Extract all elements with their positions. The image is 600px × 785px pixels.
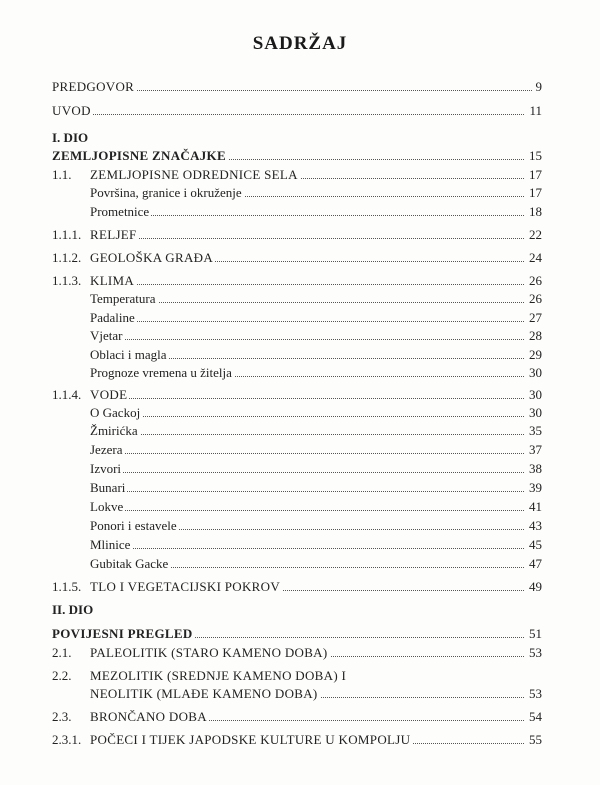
toc-entry-title: UVOD: [52, 103, 91, 118]
dot-leader: [110, 339, 542, 340]
toc-entry-page-number: 26: [525, 290, 542, 307]
toc-entry-page-number: 15: [525, 147, 542, 164]
toc-entry-title: Temperatura: [90, 291, 156, 306]
toc-entry-number: 2.1.: [52, 645, 72, 660]
toc-entry[interactable]: [52, 479, 542, 496]
toc-entry-number: 1.1.: [52, 167, 72, 182]
toc-entry-page-number: 41: [525, 498, 542, 515]
toc-entry[interactable]: [52, 147, 542, 164]
toc-entry-page-number: 45: [525, 536, 542, 553]
toc-entry[interactable]: [52, 203, 542, 220]
toc-entry-page-number: 30: [525, 386, 542, 403]
dot-leader: [110, 238, 542, 239]
toc-entry[interactable]: [52, 422, 542, 439]
dot-leader: [110, 548, 542, 549]
part-heading: I. DIO: [52, 130, 89, 145]
toc-entry-title: BRONČANO DOBA: [90, 709, 207, 724]
toc-entry-title: Mlinice: [90, 537, 131, 552]
toc-entry-number: 2.3.: [52, 709, 72, 724]
dot-leader: [110, 284, 542, 285]
toc-entry-title: Jezera: [90, 442, 123, 457]
toc-entry[interactable]: [52, 685, 542, 702]
toc-entry[interactable]: [52, 309, 542, 326]
toc-entry-title: ZEMLJOPISNE ODREDNICE SELA: [90, 167, 298, 182]
toc-entry-page-number: 30: [525, 404, 542, 421]
toc-entry[interactable]: [52, 364, 542, 381]
toc-entry-title: VODE: [90, 387, 128, 402]
dot-leader: [72, 114, 542, 115]
toc-entry-title: Izvori: [90, 461, 122, 476]
toc-entry-title: Površina, granice i okruženje: [90, 185, 242, 200]
toc-entry-number: 1.1.2.: [52, 250, 82, 265]
toc-entry-title: POČECI I TIJEK JAPODSKE KULTURE U KOMPOLJU: [90, 732, 411, 747]
toc-entry-number: 1.1.5.: [52, 579, 82, 594]
toc-entry-title: Prometnice: [90, 204, 150, 219]
toc-entry-page-number: 55: [525, 731, 542, 748]
toc-entry-page-number: 11: [525, 102, 542, 119]
toc-entry[interactable]: [52, 441, 542, 458]
toc-entry-title: Vjetar: [90, 328, 123, 343]
dot-leader: [110, 453, 542, 454]
toc-entry[interactable]: [52, 498, 542, 515]
toc-entry-page-number: 35: [525, 422, 542, 439]
toc-entry-page-number: 9: [532, 78, 543, 95]
toc-entry[interactable]: [52, 578, 542, 595]
toc-entry-page-number: 49: [525, 578, 542, 595]
toc-entry[interactable]: [52, 249, 542, 266]
toc-entry-page-number: 17: [525, 166, 542, 183]
toc-entry-page-number: 53: [525, 685, 542, 702]
toc-entry-title: Lokve: [90, 499, 124, 514]
toc-entry-title: Gubitak Gacke: [90, 556, 169, 571]
toc-entry[interactable]: [52, 386, 542, 403]
dot-leader: [110, 215, 542, 216]
dot-leader: [110, 567, 542, 568]
dot-leader: [110, 302, 542, 303]
toc-entry-number: 2.2.: [52, 668, 72, 683]
dot-leader: [110, 321, 542, 322]
toc-entry[interactable]: [52, 708, 542, 725]
toc-entry-title: ZEMLJOPISNE ZNAČAJKE: [52, 148, 226, 163]
toc-entry-page-number: 28: [525, 327, 542, 344]
toc-entry[interactable]: [52, 536, 542, 553]
toc-entry[interactable]: [52, 184, 542, 201]
toc-entry-title: O Gackoj: [90, 405, 141, 420]
toc-entry-title: PREDGOVOR: [52, 79, 135, 94]
toc-entry-page-number: 29: [525, 346, 542, 363]
toc-entry-number: 1.1.1.: [52, 227, 82, 242]
toc-entry-title: MEZOLITIK (SREDNJE KAMENO DOBA) I: [90, 668, 347, 683]
toc-entry-title: TLO I VEGETACIJSKI POKROV: [90, 579, 281, 594]
toc-entry-title: Žmirićka: [90, 423, 138, 438]
toc-entry[interactable]: [52, 327, 542, 344]
toc-entry-title: RELJEF: [90, 227, 137, 242]
toc-entry-page-number: 22: [525, 226, 542, 243]
toc-entry-page-number: 43: [525, 517, 542, 534]
toc-entry-page-number: 24: [525, 249, 542, 266]
toc-entry-page-number: 37: [525, 441, 542, 458]
toc-entry-page-number: 17: [525, 184, 542, 201]
toc-entry[interactable]: [52, 102, 542, 119]
toc-entry-page-number: 18: [525, 203, 542, 220]
toc-entry-page-number: 51: [525, 625, 542, 642]
toc-entry-title: Padaline: [90, 310, 135, 325]
toc-entry[interactable]: [52, 272, 542, 289]
part-heading: II. DIO: [52, 602, 94, 617]
toc-entry[interactable]: [52, 731, 542, 748]
dot-leader: [110, 398, 542, 399]
toc-entry-title: Oblaci i magla: [90, 347, 167, 362]
toc-entry-number: 1.1.3.: [52, 273, 82, 288]
toc-entry-page-number: 30: [525, 364, 542, 381]
toc-entry[interactable]: [52, 404, 542, 421]
toc-entry[interactable]: [52, 625, 542, 642]
toc-entry-page-number: 54: [525, 708, 542, 725]
dot-leader: [110, 416, 542, 417]
toc-entry-number: 2.3.1.: [52, 732, 82, 747]
toc-entry-page-number: 47: [525, 555, 542, 572]
toc-entry-title: Bunari: [90, 480, 126, 495]
toc-entry-title: NEOLITIK (MLAĐE KAMENO DOBA): [90, 686, 318, 701]
toc-entry[interactable]: [52, 166, 542, 183]
toc-entry-title: KLIMA: [90, 273, 135, 288]
dot-leader: [72, 90, 542, 91]
dot-leader: [110, 491, 542, 492]
toc-entry-page-number: 27: [525, 309, 542, 326]
toc-entry[interactable]: [52, 290, 542, 307]
toc-entry-title: PALEOLITIK (STARO KAMENO DOBA): [90, 645, 328, 660]
dot-leader: [110, 472, 542, 473]
toc-entry[interactable]: [52, 346, 542, 363]
toc-entry[interactable]: [52, 517, 542, 534]
page-title: SADRŽAJ: [252, 33, 348, 54]
toc-entry[interactable]: [52, 644, 542, 661]
toc-entry[interactable]: [52, 555, 542, 572]
toc-entry-page-number: 26: [525, 272, 542, 289]
toc-entry-page-number: 39: [525, 479, 542, 496]
toc-entry[interactable]: [52, 78, 542, 95]
dot-leader: [110, 434, 542, 435]
toc-entry-number: 1.1.4.: [52, 387, 82, 402]
dot-leader: [110, 510, 542, 511]
toc-entry-page-number: 53: [525, 644, 542, 661]
toc-entry[interactable]: [52, 226, 542, 243]
toc-entry-title: Ponori i estavele: [90, 518, 177, 533]
toc-entry-title: GEOLOŠKA GRAĐA: [90, 250, 214, 265]
toc-entry-page-number: 38: [525, 460, 542, 477]
toc-entry-title: POVIJESNI PREGLED: [52, 626, 193, 641]
toc-entry-title: Prognoze vremena u žitelja: [90, 365, 232, 380]
dot-leader: [110, 358, 542, 359]
toc-entry[interactable]: [52, 460, 542, 477]
toc-entry[interactable]: [52, 667, 542, 684]
